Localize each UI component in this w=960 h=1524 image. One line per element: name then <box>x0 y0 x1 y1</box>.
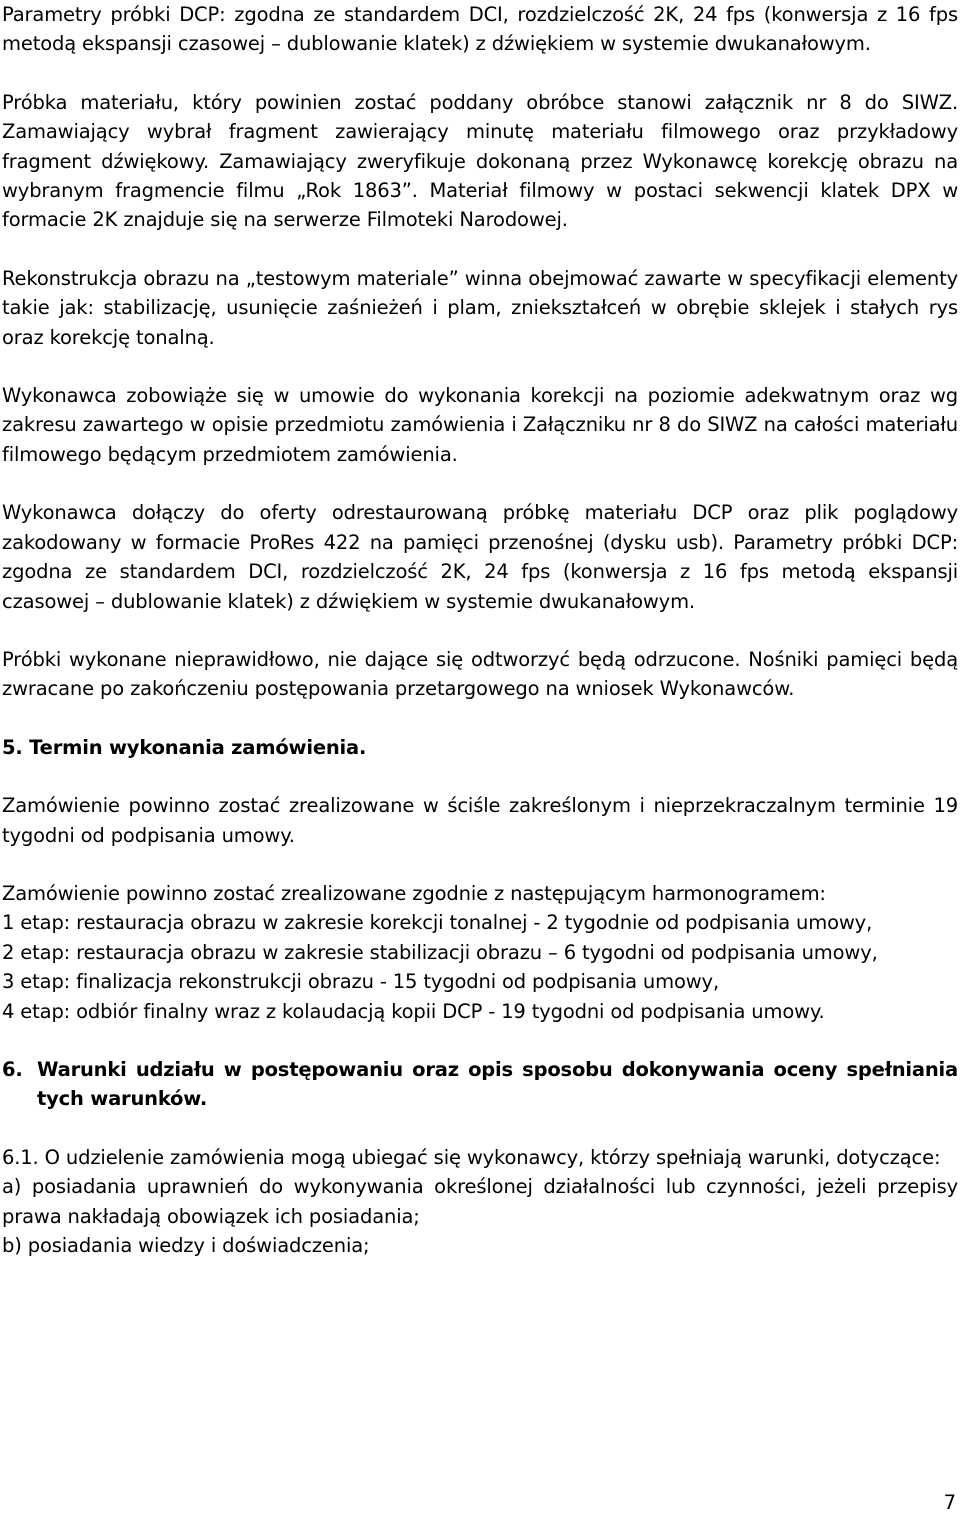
schedule-stage-1: 1 etap: restauracja obrazu w zakresie korekcji tonalnej - 2 tygodnie od podpisania umowy, <box>2 911 873 935</box>
schedule-stage-4: 4 etap: odbiór finalny wraz z kolaudacją kopii DCP - 19 tygodni od podpisania umowy. <box>2 999 825 1023</box>
section-6-1-paragraph: 6.1. O udzielenie zamówienia mogą ubiegać się wykonawcy, którzy spełniają warunki, dotyczące: <box>2 1145 941 1169</box>
paragraph-dcp-parameters: Parametry próbki DCP: zgodna ze standardem DCI, rozdzielczość 2K, 24 fps (konwersja z 16 fps metodą ekspansji czasowej – dublowanie klatek) z dźwiękiem w systemie dwukanałowym. <box>2 3 958 56</box>
paragraph-rejected-samples: Próbki wykonane nieprawidłowo, nie dające się odtworzyć będą odrzucone. Nośniki pamięci będą zwracane po zakończeniu postępowania przetargowego na wniosek Wykonawców. <box>2 647 958 701</box>
document-page <box>2 0 958 1260</box>
section-5-deadline: Zamówienie powinno zostać zrealizowane w ściśle zakreślonym i nieprzekraczalnym terminie 19 tygodni od podpisania umowy. <box>2 794 958 847</box>
section-6-number: 6. <box>2 1057 23 1081</box>
paragraph-reconstruction: Rekonstrukcja obrazu na „testowym materiale” winna obejmować zawarte w specyfikacji elementy takie jak: stabilizację, usunięcie zaśnieżeń i plam, zniekształceń w obrębie sklejek i stałych rys oraz korekcję tonalną. <box>2 266 958 349</box>
section-5-heading: 5. Termin wykonania zamówienia. <box>2 735 367 759</box>
paragraph-contractor-obligation: Wykonawca zobowiąże się w umowie do wykonania korekcji na poziomie adekwatnym oraz wg zakresu zawartego w opisie przedmiotu zamówienia i Załączniku nr 8 do SIWZ na całości materiału filmowego będącym przedmiotem zamówienia. <box>2 384 958 466</box>
page-number: 7 <box>943 1491 956 1514</box>
section-6-heading <box>2 1055 958 1114</box>
paragraph-sample-material: Próbka materiału, który powinien zostać poddany obróbce stanowi załącznik nr 8 do SIWZ. Zamawiający wybrał fragment zawierający minutę materiału filmowego oraz przykładowy fragment dźwiękowy. Zamawiający zweryfikuje dokonaną przez Wykonawcę korekcję obrazu na wybranym fragmencie filmu „Rok 1863”. Materiał filmowy w postaci sekwencji klatek DPX w formacie 2K znajduje się na serwerze Filmoteki Narodowej. <box>2 90 958 232</box>
schedule-stage-2: 2 etap: restauracja obrazu w zakresie stabilizacji obrazu – 6 tygodni od podpisania umowy, <box>2 940 878 964</box>
section-6-title: Warunki udziału w postępowaniu oraz opis sposobu dokonywania oceny spełniania tych warunków. <box>37 1057 958 1111</box>
schedule-intro: Zamówienie powinno zostać zrealizowane zgodnie z następującym harmonogramem: <box>2 881 826 905</box>
section-6-item-b: b) posiadania wiedzy i doświadczenia; <box>2 1234 370 1257</box>
paragraph-sample-submission: Wykonawca dołączy do oferty odrestaurowaną próbkę materiału DCP oraz plik poglądowy zakodowany w formacie ProRes 422 na pamięci przenośnej (dysku usb). Parametry próbki DCP: zgodna ze standardem DCI, rozdzielczość 2K, 24 fps (konwersja z 16 fps metodą ekspansji czasowej – dublowanie klatek) z dźwiękiem w systemie dwukanałowym. <box>2 501 958 613</box>
section-6-item-a: a) posiadania uprawnień do wykonywania określonej działalności lub czynności, jeżeli przepisy prawa nakładają obowiązek ich posiadania; <box>2 1175 958 1228</box>
schedule-stage-3: 3 etap: finalizacja rekonstrukcji obrazu - 15 tygodni od podpisania umowy, <box>2 970 719 994</box>
